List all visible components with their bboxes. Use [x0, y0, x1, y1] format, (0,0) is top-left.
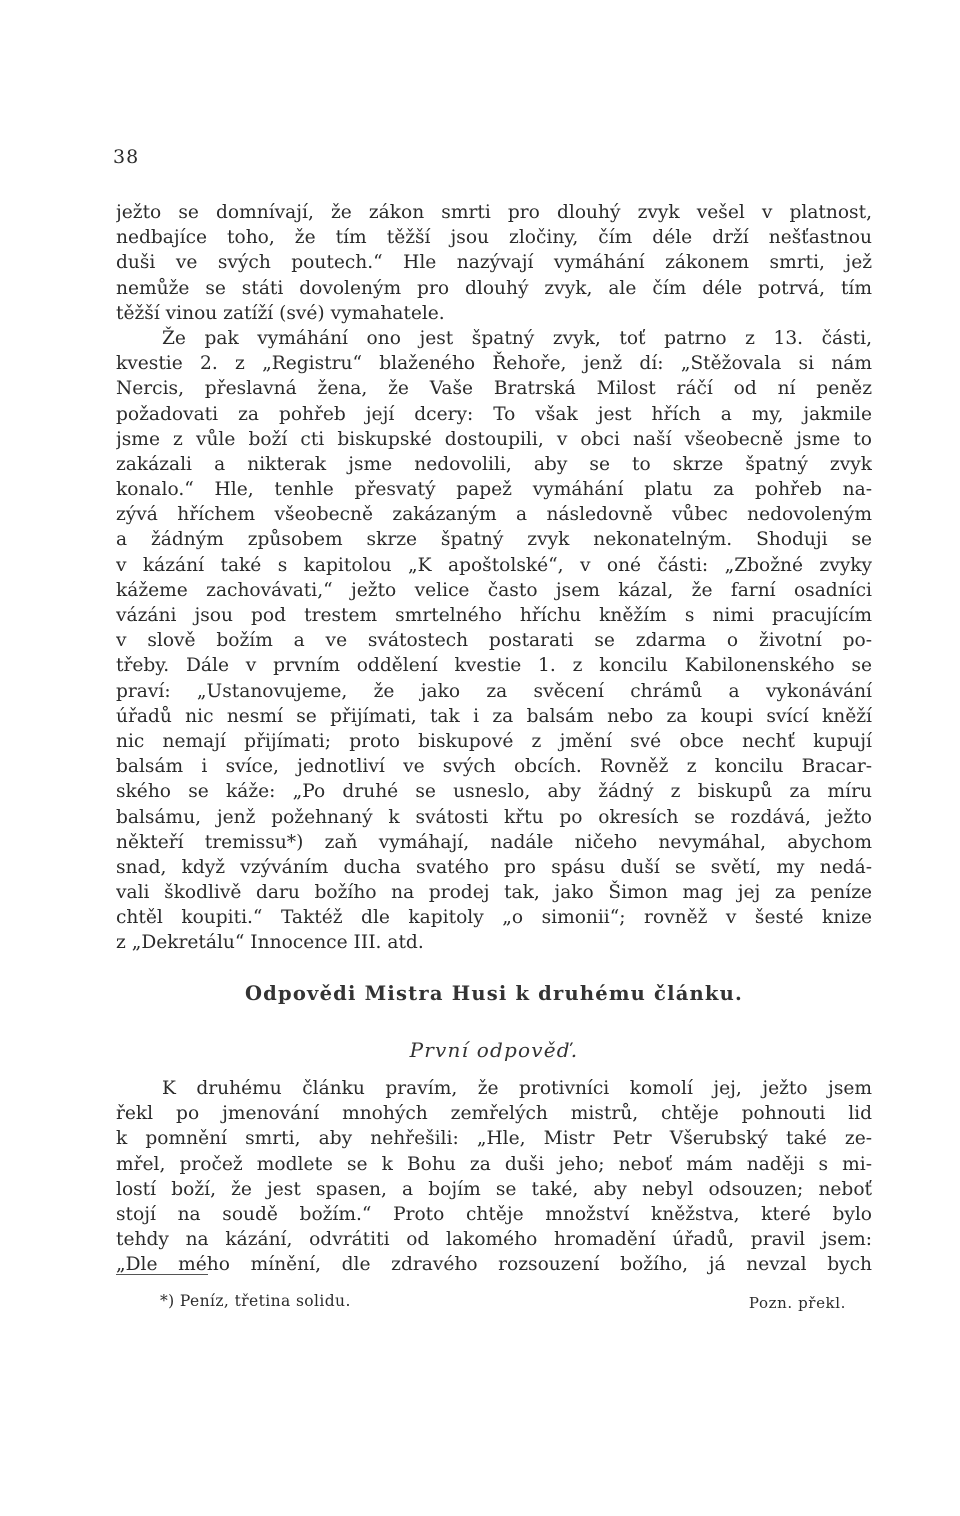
text-line: ského se káže: „Po druhé se usneslo, aby žádný z biskupů za míru: [116, 781, 872, 803]
text-line: nedbajíce toho, že tím těžší jsou zločiny, čím déle drží nešťastnou: [116, 227, 872, 249]
text-line: vázáni jsou pod trestem smrtelného hříchu kněžím s nimi pracujícím: [116, 605, 872, 626]
text-line: praví: „Ustanovujeme, že jako za svěcení chrámů a vykonávání: [116, 680, 872, 702]
text-line: lostí boží, že jest spasen, a bojím se také, aby nebyl odsouzen; neboť: [116, 1178, 872, 1200]
text-line: z „Dekretálu“ Innocence III. atd.: [116, 932, 424, 954]
text-line: jsme z vůle boží cti biskupské dostoupili, v obci naší všeobecně jsme to: [116, 428, 872, 450]
paragraph-block-2: [116, 1076, 872, 1278]
footnote-text: *) Peníz, třetina solidu.: [160, 1292, 351, 1310]
text-line: mřel, pročež modlete se k Bohu za duši jeho; neboť mám naději s mi-: [116, 1153, 872, 1175]
text-line: vali škodlivě daru božího na prodej tak, jako Šimon mag jej za peníze: [116, 882, 872, 904]
text-line: úřadů nic nesmí se přijímati, tak i za balsám nebo za koupi svící kněží: [116, 705, 872, 727]
footnote-divider: [116, 1274, 208, 1275]
text-line: nic nemají přijímati; proto biskupové z jmění své obce nechť kupují: [116, 730, 872, 752]
text-line: zakázali a nikterak jsme nedovolili, aby se to skrze špatný zvyk: [116, 453, 872, 475]
text-line: třeby. Dále v prvním oddělení kvestie 1. z koncilu Kabilonenského se: [116, 655, 872, 677]
text-line: zývá hříchem všeobecně zakázaným a následovně vůbec nedovoleným: [116, 504, 872, 526]
text-line: snad, když vzýváním ducha svatého pro spásu duší se světí, my nedá-: [116, 856, 872, 878]
text-line: někteří tremissu*) zaň vymáhají, nadále ničeho nevymáhal, abychom: [116, 831, 872, 853]
section-heading: Odpovědi Mistra Husi k druhému článku.: [244, 982, 744, 1005]
text-line: v slově božím a ve svátostech postarati se zdarma o životní po-: [116, 630, 872, 652]
text-line: požadovati za pohřeb její dcery: To však jest hřích a my, jakmile: [116, 403, 872, 425]
text-line: Že pak vymáhání ono jest špatný zvyk, toť patrno z 13. části,: [162, 327, 872, 349]
text-line: v kázání také s kapitolou „K apoštolské“, v oné části: „Zbožné zvyky: [116, 554, 872, 576]
text-line: těžší vinou zatíží (své) vymahatele.: [116, 302, 445, 324]
text-line: kvestie 2. z „Registru“ blaženého Řehoře, jenž dí: „Stěžovala si nám: [116, 353, 872, 375]
text-line: nemůže se státi dovoleným pro dlouhý zvyk, ale čím déle potrvá, tím: [116, 277, 872, 299]
text-line: „Dle mého mínění, dle zdravého rozsouzení božího, já nevzal bych: [116, 1254, 872, 1276]
text-line: K druhému článku pravím, že protivníci komolí jej, ježto jsem: [162, 1078, 872, 1099]
paragraph-block-1: [116, 200, 872, 956]
page-number: 38: [113, 146, 140, 168]
text-line: duši ve svých poutech.“ Hle nazývají vymáhání zákonem smrti, jež: [116, 252, 872, 274]
text-line: řekl po jmenování mnohých zemřelých mistrů, chtěje pohnouti lid: [116, 1103, 872, 1125]
text-line: balsám i svíce, jednotliví ve svých obcích. Rovněž z koncilu Bracar-: [116, 756, 872, 778]
text-line: balsámu, jenž požehnaný k svátosti křtu po okresích se rozdává, ježto: [116, 806, 872, 828]
text-line: ježto se domnívají, že zákon smrti pro dlouhý zvyk vešel v platnost,: [116, 202, 872, 223]
text-line: tehdy na kázání, odvrátiti od lakomého hromadění úřadů, pravil jsem:: [116, 1229, 872, 1251]
text-line: konalo.“ Hle, tenhle přesvatý papež vymáhání platu za pohřeb na-: [116, 479, 872, 501]
translator-note: Pozn. překl.: [748, 1294, 846, 1312]
text-line: stojí na soudě božím.“ Proto chtěje množství kněžstva, které bylo: [116, 1203, 872, 1225]
text-line: k pomnění smrti, aby nehřešili: „Hle, Mistr Petr Všerubský také ze-: [116, 1128, 872, 1150]
text-line: a žádným způsobem skrze špatný zvyk nekonatelným. Shoduji se: [116, 529, 872, 551]
section-subheading: První odpověď.: [409, 1038, 579, 1062]
text-line: Nercis, přeslavná žena, že Vaše Bratrská Milost ráčí od ní peněz: [116, 378, 872, 400]
text-line: kážeme zachovávati,“ ježto velice často jsem kázal, že farní osadníci: [116, 579, 872, 601]
text-line: chtěl koupiti.“ Taktéž dle kapitoly „o simonii“; rovněž v šesté knize: [116, 907, 872, 929]
